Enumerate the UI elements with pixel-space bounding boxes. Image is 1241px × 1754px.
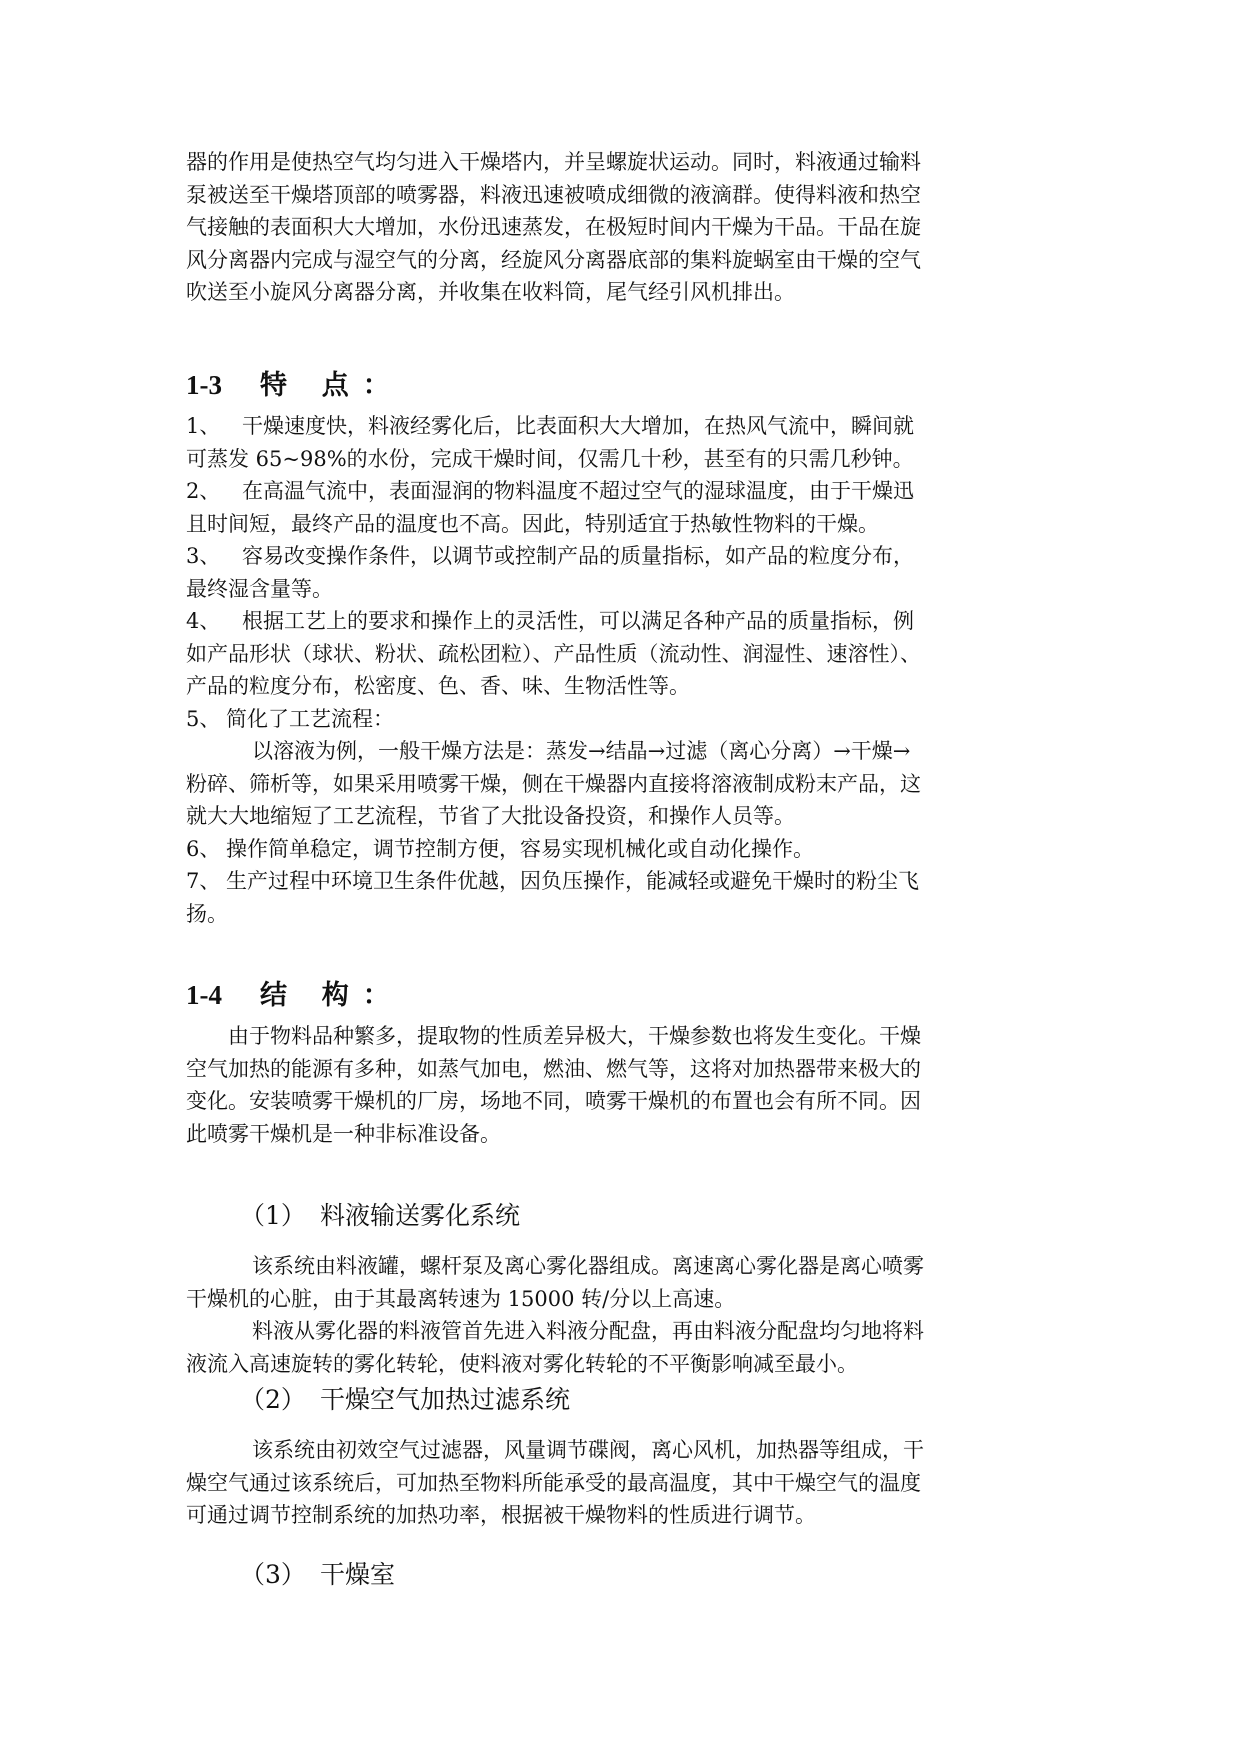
text-line: 以溶液为例，一般干燥方法是：蒸发→结晶→过滤（离心分离）→干燥→ (252, 739, 911, 763)
text-line: 液流入高速旋转的雾化转轮，使料液对雾化转轮的不平衡影响减至最小。 (186, 1351, 858, 1376)
text-line: 气接触的表面积大大增加，水份迅速蒸发，在极短时间内干燥为干品。干品在旋 (186, 215, 921, 239)
list-item (186, 605, 1066, 638)
item-number: 4、 (186, 609, 221, 633)
subsection-number: （2） (240, 1385, 306, 1414)
list-item (186, 703, 1066, 736)
subsection-title: 料液输送雾化系统 (320, 1201, 521, 1230)
item-text: 在高温气流中，表面湿润的物料温度不超过空气的湿球温度，由于干燥迅 (242, 479, 914, 503)
section-number: 1-3 (186, 370, 222, 400)
section-number: 1-4 (186, 980, 222, 1010)
text-line: 干燥机的心脏，由于其最离转速为 15000 转/分以上高速。 (186, 1286, 736, 1311)
text-line: 吹送至小旋风分离器分离，并收集在收料筒，尾气经引风机排出。 (186, 280, 795, 304)
text-line: 就大大地缩短了工艺流程，节省了大批设备投资，和操作人员等。 (186, 804, 795, 828)
text-line: 可通过调节控制系统的加热功率，根据被干燥物料的性质进行调节。 (186, 1503, 816, 1527)
subsection-title: 干燥空气加热过滤系统 (320, 1385, 571, 1414)
subsection-number: （1） (240, 1201, 306, 1230)
text-line: 该系统由初效空气过滤器，风量调节碟阀，离心风机，加热器等组成，干 (252, 1438, 924, 1462)
subsection-title: 干燥室 (320, 1560, 396, 1589)
features-list (186, 410, 1066, 930)
subsection-number: （3） (240, 1560, 306, 1589)
text-line: 泵被送至干燥塔顶部的喷雾器，料液迅速被喷成细微的液滴群。使得料液和热空 (186, 182, 921, 207)
text-line: 扬。 (186, 901, 228, 926)
text-line: 可蒸发 65~98%的水份，完成干燥时间，仅需几十秒，甚至有的只需几秒钟。 (186, 446, 914, 471)
item-text: 干燥速度快，料液经雾化后，比表面积大大增加，在热风气流中，瞬间就 (242, 414, 914, 438)
subsection-1-body (186, 1250, 1066, 1380)
text-line: 如产品形状（球状、粉状、疏松团粒）、产品性质（流动性、润湿性、速溶性）、 (186, 641, 921, 666)
text-line: 料液从雾化器的料液管首先进入料液分配盘，再由料液分配盘均匀地将料 (252, 1319, 924, 1343)
text-line: 由于物料品种繁多，提取物的性质差异极大，干燥参数也将发生变化。干燥 (228, 1024, 921, 1048)
item-text: 生产过程中环境卫生条件优越，因负压操作，能减轻或避免干燥时的粉尘飞 (226, 869, 919, 893)
item-text: 操作简单稳定，调节控制方便，容易实现机械化或自动化操作。 (226, 836, 814, 861)
text-line: 且时间短，最终产品的温度也不高。因此，特别适宜于热敏性物料的干燥。 (186, 511, 879, 536)
item-number: 5、 (186, 706, 221, 731)
subsection-heading-1 (240, 1196, 520, 1232)
item-number: 3、 (186, 544, 221, 568)
section-heading-1-4 (186, 973, 404, 1012)
structure-intro-paragraph (186, 1020, 1066, 1150)
list-item (186, 865, 1066, 898)
item-number: 1、 (186, 414, 221, 438)
item-text: 容易改变操作条件，以调节或控制产品的质量指标，如产品的粒度分布， (242, 544, 914, 568)
subsection-2-body (186, 1434, 1066, 1532)
section-title: 特 点： (260, 370, 404, 400)
list-item (186, 833, 1066, 866)
text-line: 器的作用是使热空气均匀进入干燥塔内，并呈螺旋状运动。同时，料液通过输料 (186, 150, 921, 174)
text-line: 此喷雾干燥机是一种非标准设备。 (186, 1121, 501, 1146)
text-line: 燥空气通过该系统后，可加热至物料所能承受的最高温度，其中干燥空气的温度 (186, 1470, 921, 1495)
item-number: 7、 (186, 869, 221, 893)
item-text: 简化了工艺流程： (226, 706, 394, 731)
text-line: 空气加热的能源有多种，如蒸气加电，燃油、燃气等，这将对加热器带来极大的 (186, 1056, 921, 1081)
text-line: 风分离器内完成与湿空气的分离，经旋风分离器底部的集料旋蜗室由干燥的空气 (186, 247, 921, 272)
item-text: 根据工艺上的要求和操作上的灵活性，可以满足各种产品的质量指标，例 (242, 609, 914, 633)
list-item (186, 475, 1066, 508)
intro-paragraph (186, 146, 1066, 309)
text-line: 粉碎、筛析等，如果采用喷雾干燥，侧在干燥器内直接将溶液制成粉末产品，这 (186, 771, 921, 796)
list-item (186, 410, 1066, 443)
text-line: 产品的粒度分布，松密度、色、香、味、生物活性等。 (186, 674, 690, 698)
subsection-heading-2 (240, 1380, 570, 1416)
list-item (186, 540, 1066, 573)
text-line: 变化。安装喷雾干燥机的厂房，场地不同，喷雾干燥机的布置也会有所不同。因 (186, 1089, 921, 1113)
item-number: 2、 (186, 479, 221, 503)
section-heading-1-3 (186, 363, 404, 402)
text-line: 该系统由料液罐，螺杆泵及离心雾化器组成。离速离心雾化器是离心喷雾 (252, 1254, 924, 1278)
section-title: 结 构： (260, 980, 404, 1010)
subsection-heading-3 (240, 1555, 395, 1591)
text-line: 最终湿含量等。 (186, 576, 333, 601)
item-number: 6、 (186, 836, 221, 861)
